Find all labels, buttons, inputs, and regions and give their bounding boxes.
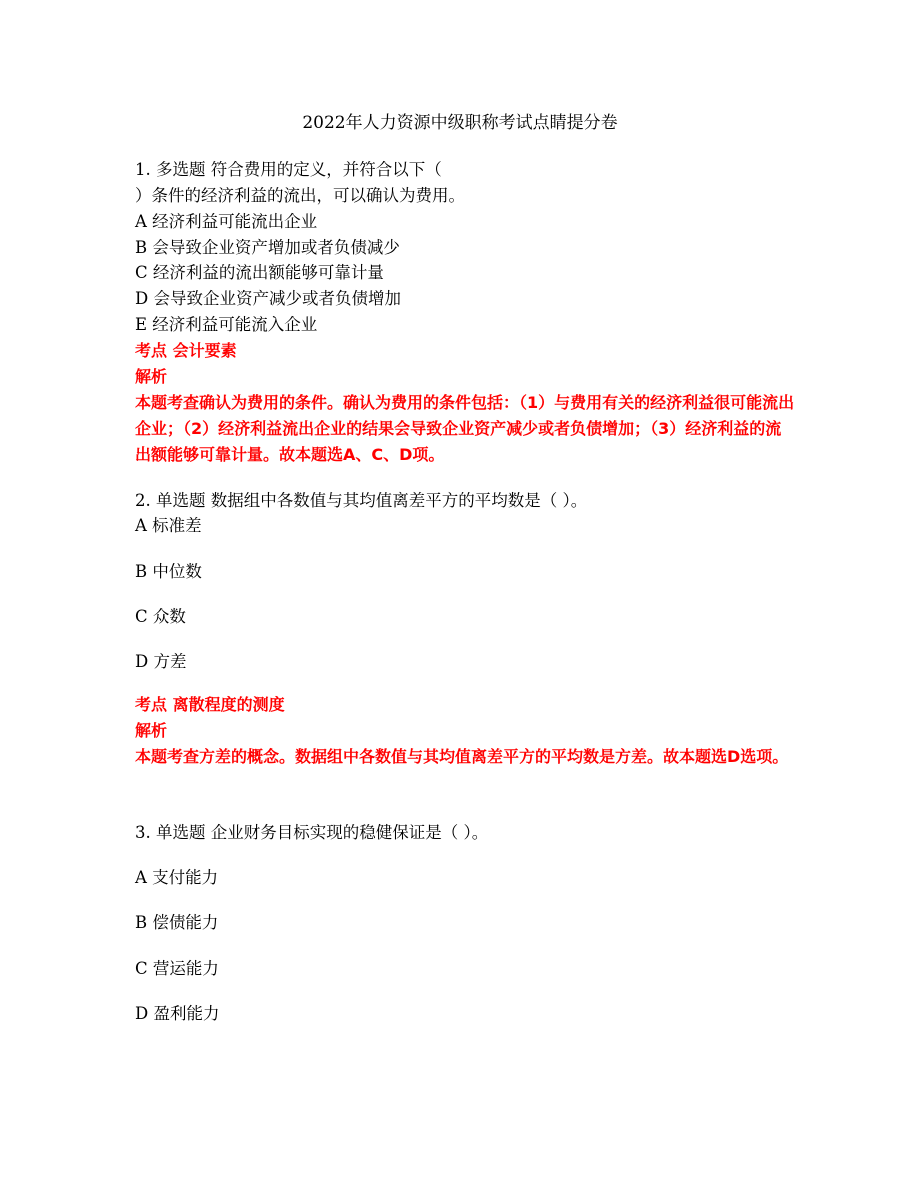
question-1-stem-line2: ）条件的经济利益的流出，可以确认为费用。 xyxy=(135,186,465,205)
question-2-kaodian: 考点 离散程度的测度 xyxy=(135,695,285,714)
question-3-option-a: A 支付能力 xyxy=(135,868,219,887)
question-2-jiexi-label: 解析 xyxy=(135,721,168,740)
question-1-stem-line1: 1. 多选题 符合费用的定义，并符合以下（ xyxy=(135,160,442,179)
question-3-stem: 3. 单选题 企业财务目标实现的稳健保证是（ ）。 xyxy=(135,823,489,842)
question-1-option-d: D 会导致企业资产减少或者负债增加 xyxy=(135,289,401,308)
question-2-option-c: C 众数 xyxy=(135,607,186,626)
question-1-option-c: C 经济利益的流出额能够可靠计量 xyxy=(135,263,384,282)
document-title: 2022年人力资源中级职称考试点睛提分卷 xyxy=(302,113,618,133)
question-1-option-e: E 经济利益可能流入企业 xyxy=(135,315,318,334)
question-1-kaodian: 考点 会计要素 xyxy=(135,341,237,360)
question-2-option-b: B 中位数 xyxy=(135,562,202,581)
question-1-analysis: 本题考查确认为费用的条件。确认为费用的条件包括：（1）与费用有关的经济利益很可能流出企业；（2）经济利益流出企业的结果会导致企业资产减少或者负债增加；（3）经济利益的流出额能够可靠计量。故本题选A、C、D项。 xyxy=(135,393,795,464)
question-3-option-c: C 营运能力 xyxy=(135,959,219,978)
question-2-stem: 2. 单选题 数据组中各数值与其均值离差平方的平均数是（ ）。 xyxy=(135,491,588,510)
question-2-option-d: D 方差 xyxy=(135,652,187,671)
question-3-option-b: B 偿债能力 xyxy=(135,913,219,932)
question-1-jiexi-label: 解析 xyxy=(135,367,168,386)
question-2-analysis: 本题考查方差的概念。数据组中各数值与其均值离差平方的平均数是方差。故本题选D选项。 xyxy=(135,747,789,766)
question-1-option-b: B 会导致企业资产增加或者负债减少 xyxy=(135,238,400,257)
question-1-option-a: A 经济利益可能流出企业 xyxy=(135,212,318,231)
question-2-option-a: A 标准差 xyxy=(135,516,202,535)
question-3-option-d: D 盈利能力 xyxy=(135,1004,220,1023)
